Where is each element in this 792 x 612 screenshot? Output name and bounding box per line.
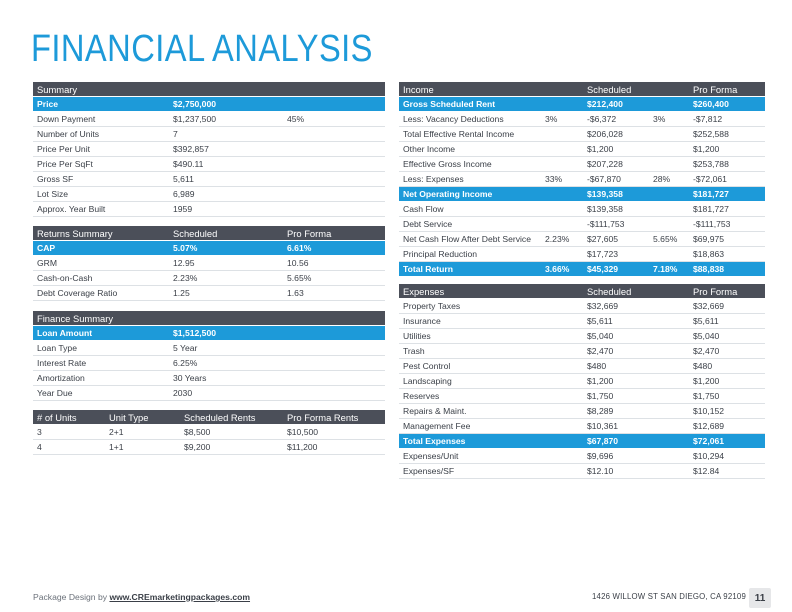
- table-row: Total Expenses $67,870 $72,061: [399, 434, 765, 449]
- table-row: Amortization 30 Years: [33, 371, 385, 386]
- units-header: # of Units Unit Type Scheduled Rents Pro Forma Rents: [33, 410, 385, 425]
- finance-summary-table: [33, 311, 385, 401]
- table-row: Insurance $5,611 $5,611: [399, 314, 765, 329]
- table-row: Total Return 3.66% $45,329 7.18% $88,838: [399, 262, 765, 277]
- table-row: GRM 12.95 10.56: [33, 256, 385, 271]
- table-row: Number of Units 7: [33, 127, 385, 142]
- table-row: Interest Rate 6.25%: [33, 356, 385, 371]
- table-row: Loan Amount $1,512,500: [33, 326, 385, 341]
- table-row: Cash Flow $139,358 $181,727: [399, 202, 765, 217]
- table-row: 3 2+1 $8,500 $10,500: [33, 425, 385, 440]
- table-row: Reserves $1,750 $1,750: [399, 389, 765, 404]
- summary-header-label: Summary: [37, 83, 78, 95]
- table-row: Gross SF 5,611: [33, 172, 385, 187]
- returns-summary-table: [33, 226, 385, 301]
- property-address: 1426 WILLOW ST SAN DIEGO, CA 92109: [592, 592, 746, 601]
- footer-credit: [33, 592, 250, 602]
- page-title: FINANCIAL ANALYSIS: [31, 28, 373, 70]
- table-row: Expenses/Unit $9,696 $10,294: [399, 449, 765, 464]
- table-row: Approx. Year Built 1959: [33, 202, 385, 217]
- footer-credit-prefix: Package Design by: [33, 592, 110, 602]
- table-row: Gross Scheduled Rent $212,400 $260,400: [399, 97, 765, 112]
- table-row: Landscaping $1,200 $1,200: [399, 374, 765, 389]
- expenses-header: Expenses Scheduled Pro Forma: [399, 284, 765, 299]
- table-row: Less: Expenses 33% -$67,870 28% -$72,061: [399, 172, 765, 187]
- table-row: Repairs & Maint. $8,289 $10,152: [399, 404, 765, 419]
- table-row: Utilities $5,040 $5,040: [399, 329, 765, 344]
- table-row: Total Effective Rental Income $206,028 $252,588: [399, 127, 765, 142]
- table-row: Price Per SqFt $490.11: [33, 157, 385, 172]
- table-row: Effective Gross Income $207,228 $253,788: [399, 157, 765, 172]
- table-row: Debt Service -$111,753 -$111,753: [399, 217, 765, 232]
- table-row: Principal Reduction $17,723 $18,863: [399, 247, 765, 262]
- table-row: Year Due 2030: [33, 386, 385, 401]
- table-row: Net Cash Flow After Debt Service 2.23% $27,605 5.65% $69,975: [399, 232, 765, 247]
- table-row: 4 1+1 $9,200 $11,200: [33, 440, 385, 455]
- expenses-table: [399, 284, 765, 479]
- designer-website-link[interactable]: www.CREmarketingpackages.com: [109, 592, 251, 602]
- page-number: 11: [749, 588, 771, 608]
- table-row: CAP 5.07% 6.61%: [33, 241, 385, 256]
- table-row: Less: Vacancy Deductions 3% -$6,372 3% -$7,812: [399, 112, 765, 127]
- table-row: Management Fee $10,361 $12,689: [399, 419, 765, 434]
- income-table: [399, 82, 765, 277]
- table-row: Property Taxes $32,669 $32,669: [399, 299, 765, 314]
- table-row: Debt Coverage Ratio 1.25 1.63: [33, 286, 385, 301]
- table-row: Trash $2,470 $2,470: [399, 344, 765, 359]
- table-row: Down Payment $1,237,500 45%: [33, 112, 385, 127]
- income-header: Income Scheduled Pro Forma: [399, 82, 765, 97]
- unit-mix-table: [33, 410, 385, 455]
- table-row: Loan Type 5 Year: [33, 341, 385, 356]
- finance-header: Finance Summary: [33, 311, 385, 326]
- returns-header: Returns Summary Scheduled Pro Forma: [33, 226, 385, 241]
- table-row: Expenses/SF $12.10 $12.84: [399, 464, 765, 479]
- summary-table: [33, 82, 385, 217]
- table-row: Price $2,750,000: [33, 97, 385, 112]
- table-row: Net Operating Income $139,358 $181,727: [399, 187, 765, 202]
- table-row: Price Per Unit $392,857: [33, 142, 385, 157]
- table-row: Other Income $1,200 $1,200: [399, 142, 765, 157]
- summary-header: [33, 82, 385, 97]
- table-row: Cash-on-Cash 2.23% 5.65%: [33, 271, 385, 286]
- table-row: Pest Control $480 $480: [399, 359, 765, 374]
- table-row: Lot Size 6,989: [33, 187, 385, 202]
